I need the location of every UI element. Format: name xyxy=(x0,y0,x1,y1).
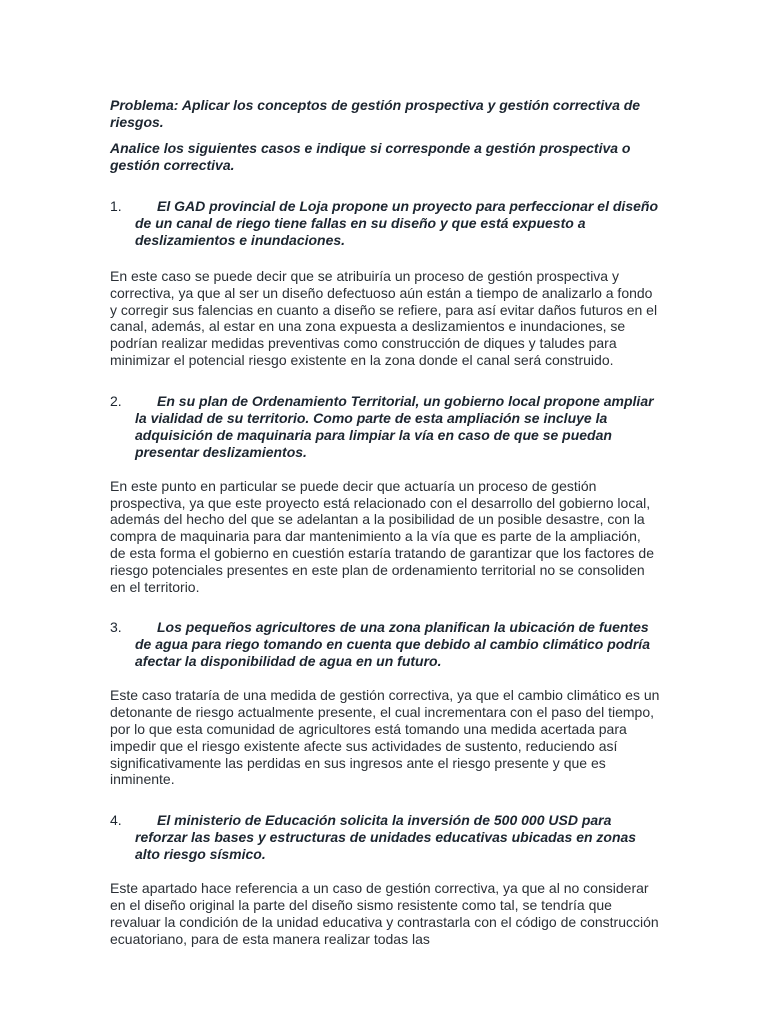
case-1 xyxy=(110,198,660,249)
case-2 xyxy=(110,393,660,461)
case-4 xyxy=(110,812,660,863)
case-number: 2. xyxy=(110,392,122,409)
document-page xyxy=(110,97,660,947)
case-answer: En este caso se puede decir que se atribuiría un proceso de gestión prospectiva y correctiva, ya que al ser un diseño defectuoso aún están a tiempo de analizarlo a fondo y corregir sus falencias en cuanto a diseño se refiere, para así evitar daños futuros en el canal, además, al estar en una zona expuesta a deslizamientos e inundaciones, se podrían realizar medidas preventivas como construcción de diques y taludes para minimizar el potencial riesgo existente en la zona donde el canal será construido. xyxy=(110,268,658,368)
case-title: Los pequeños agricultores de una zona planifican la ubicación de fuentes de agua para riego tomando en cuenta que debido al cambio climático podría afectar la disponibilidad de agua en un futuro. xyxy=(135,619,650,670)
problem-statement: Problema: Aplicar los conceptos de gestión prospectiva y gestión correctiva de riesgos. xyxy=(110,97,641,130)
case-title: En su plan de Ordenamiento Territorial, un gobierno local propone ampliar la vialidad de su territorio. Como parte de esta ampliación se incluye la adquisición de maquinaria para limpiar la vía en caso de que se puedan presentar deslizamientos. xyxy=(135,392,654,460)
case-title: El GAD provincial de Loja propone un proyecto para perfeccionar el diseño de un canal de riego tiene fallas en su diseño y que está expuesto a deslizamientos e inundaciones. xyxy=(135,198,658,248)
case-answer: Este caso trataría de una medida de gestión correctiva, ya que el cambio climático es un detonante de riesgo actualmente presente, el cual incrementara con el paso del tiempo, por lo que esta comunidad de agricultores está tomando una medida acertada para impedir que el riesgo existente afecte sus actividades de sustento, reduciendo así significativamente las perdidas en sus ingresos ante el riesgo presente y que es inminente. xyxy=(110,687,660,788)
case-answer: Este apartado hace referencia a un caso de gestión correctiva, ya que al no considerar en el diseño original la parte del diseño sismo resistente como tal, se tendría que revaluar la condición de la unidad educativa y contrastarla con el código de construcción ecuatoriano, para de esta manera realizar todas las xyxy=(110,880,659,947)
case-title: El ministerio de Educación solicita la inversión de 500 000 USD para reforzar las bases y estructuras de unidades educativas ubicadas en zonas alto riesgo sísmico. xyxy=(135,812,637,863)
case-3 xyxy=(110,619,660,670)
case-number: 3. xyxy=(110,619,122,636)
case-answer: En este punto en particular se puede decir que actuaría un proceso de gestión prospectiva, ya que este proyecto está relacionado con el desarrollo del gobierno local, además del hecho del que se adelantan a la posibilidad de un posible desastre, con la compra de maquinaria para dar mantenimiento a la vía que es parte de la ampliación, de esta forma el gobierno en cuestión estaría tratando de garantizar que los factores de riesgo potenciales presentes en este plan de ordenamiento territorial no se consoliden en el territorio. xyxy=(110,477,655,595)
instructions: Analice los siguientes casos e indique si corresponde a gestión prospectiva o gestión correctiva. xyxy=(110,140,631,173)
case-number: 1. xyxy=(110,198,122,214)
case-number: 4. xyxy=(110,812,122,829)
